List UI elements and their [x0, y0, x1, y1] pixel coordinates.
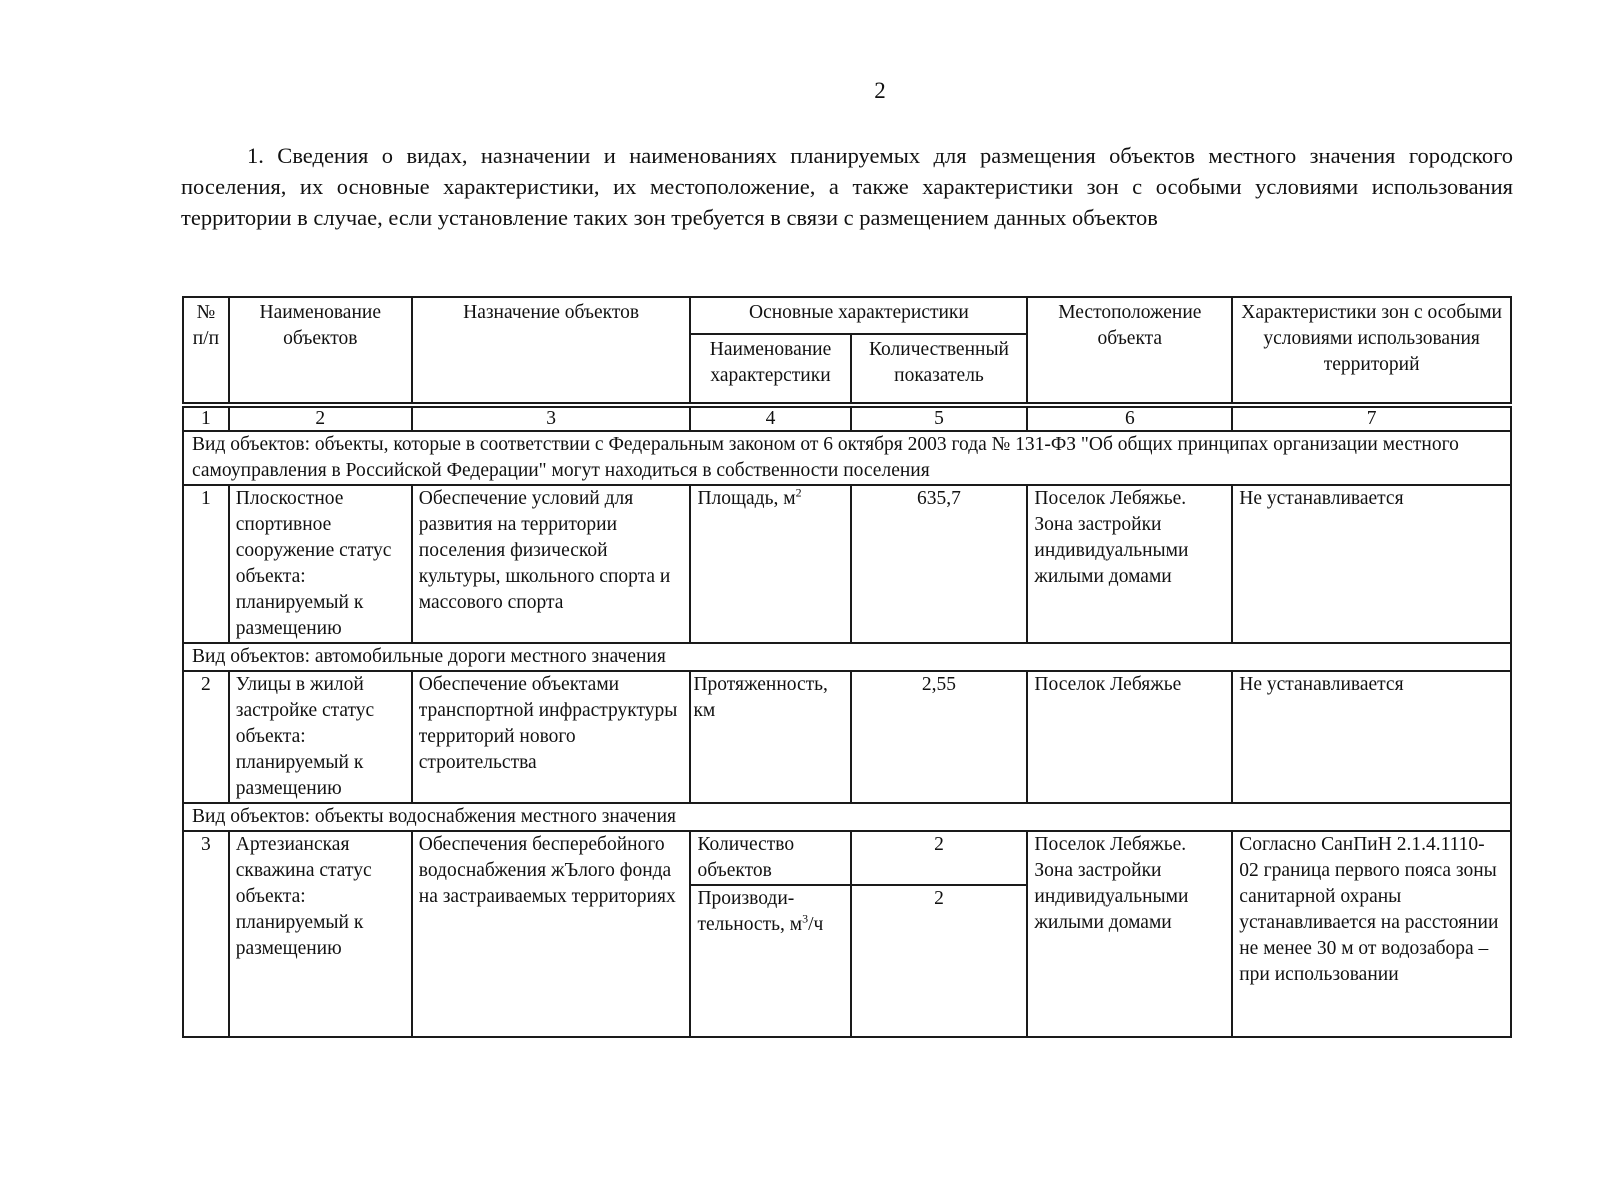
row-char-value: 2,55 [851, 671, 1028, 803]
row-name: Улицы в жилой застройке статус объекта: планируемый к размещению [229, 671, 412, 803]
page-number: 2 [874, 78, 886, 103]
header-location: Местоположение объекта [1027, 297, 1232, 403]
row-no: 2 [183, 671, 229, 803]
row-location: Поселок Лебяжье [1027, 671, 1232, 803]
objects-table [182, 296, 1512, 1038]
row-location: Поселок Лебяжье. Зона застройки индивидуальными жилыми домами [1027, 485, 1232, 643]
char2-name-sup: 3 [802, 911, 809, 926]
header-purpose: Назначение объектов [412, 297, 691, 403]
char-name-text: Площадь, м [697, 488, 796, 509]
column-number: 2 [229, 407, 412, 431]
table-row [183, 671, 1511, 803]
row-char-name [690, 485, 850, 643]
section-title: Вид объектов: объекты водоснабжения местного значения [183, 803, 1511, 831]
header-char-name: Наименование характерстики [690, 334, 850, 403]
column-number: 6 [1027, 407, 1232, 431]
column-numbers-row [183, 407, 1511, 431]
row-char-value: 2 [851, 831, 1028, 885]
header-no: № п/п [183, 297, 229, 403]
row-name: Плоскостное спортивное сооружение статус объекта: планируемый к размещению [229, 485, 412, 643]
column-number: 4 [690, 407, 850, 431]
row-name: Артезианская скважина статус объекта: планируемый к размещению [229, 831, 412, 1037]
table-row [183, 831, 1511, 885]
row-purpose: Обеспечения бесперебойного водоснабжения жЪлого фонда на застраиваемых территориях [412, 831, 691, 1037]
row-char-value: 635,7 [851, 485, 1028, 643]
char2-name-unit: /ч [808, 914, 824, 935]
row-char-name: Количество объектов [690, 831, 850, 885]
row-location: Поселок Лебяжье. Зона застройки индивидуальными жилыми домами [1027, 831, 1232, 1037]
section-title: Вид объектов: объекты, которые в соответствии с Федеральным законом от 6 октября 2003 года № 131-ФЗ "Об общих принципах организации местного самоуправления в Российской Федерации" могут находиться в собственности поселения [183, 431, 1511, 485]
header-name: Наименование объектов [229, 297, 412, 403]
column-number: 3 [412, 407, 691, 431]
row-no: 3 [183, 831, 229, 1037]
section-row [183, 643, 1511, 671]
header-char-value: Количественный показатель [851, 334, 1028, 403]
section-row [183, 803, 1511, 831]
row-zones: Не устанавливается [1232, 671, 1511, 803]
table-header-row [183, 297, 1511, 334]
section-title: Вид объектов: автомобильные дороги местного значения [183, 643, 1511, 671]
table-row [183, 485, 1511, 643]
char-name-sup: 2 [795, 485, 802, 500]
column-number: 1 [183, 407, 229, 431]
section-heading: 1. Сведения о видах, назначении и наименованиях планируемых для размещения объектов местного значения городского поселения, их основные характеристики, их местоположение, а также характеристики зон с особыми условиями использования территории в случае, если установление таких зон требуется в связи с размещением данных объектов [181, 143, 1513, 230]
row-purpose: Обеспечение объектами транспортной инфраструктуры территорий нового строительства [412, 671, 691, 803]
header-zones: Характеристики зон с особыми условиями использования территорий [1232, 297, 1511, 403]
row-purpose: Обеспечение условий для развития на территории поселения физической культуры, школьного спорта и массового спорта [412, 485, 691, 643]
row-char-name: Протяженность, км [690, 671, 850, 803]
row-zones: Не устанавливается [1232, 485, 1511, 643]
row-zones: Согласно СанПиН 2.1.4.1110-02 граница первого пояса зоны санитарной охраны устанавливается на расстоянии не менее 30 м от водозабора – при использовании [1232, 831, 1511, 1037]
row-no: 1 [183, 485, 229, 643]
char2-name-text: Производи- тельность, м [697, 888, 803, 935]
row-char2-value: 2 [851, 885, 1028, 1037]
header-characteristics: Основные характеристики [690, 297, 1027, 334]
row-char2-name [690, 885, 850, 1037]
section-row [183, 431, 1511, 485]
column-number: 7 [1232, 407, 1511, 431]
column-number: 5 [851, 407, 1028, 431]
